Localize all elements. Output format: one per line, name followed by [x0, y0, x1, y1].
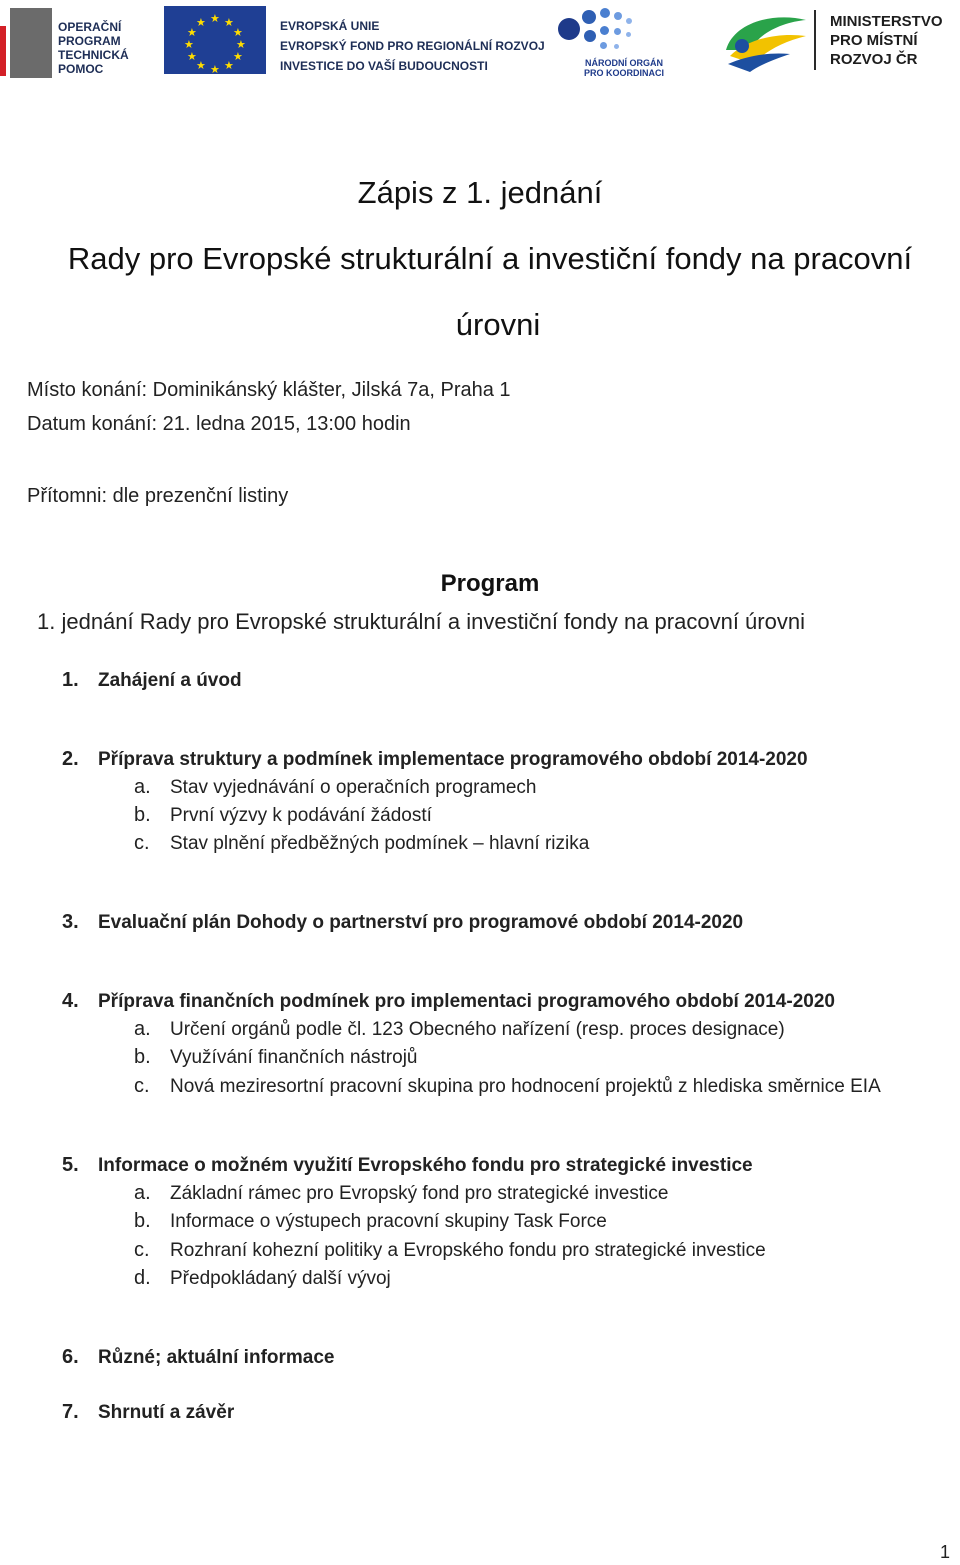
nok-logo-text: NÁRODNÍ ORGÁN PRO KOORDINACI — [584, 58, 665, 78]
agenda-subitem-text: Určení orgánů podle čl. 123 Obecného nařízení (resp. proces designace) — [170, 1019, 785, 1040]
agenda-item — [62, 909, 743, 936]
agenda-item-text: Shrnutí a závěr — [98, 1402, 235, 1423]
agenda-subitem — [134, 1237, 766, 1264]
agenda-subitem — [134, 1180, 668, 1207]
agenda-subitem-text: Informace o výstupech pracovní skupiny Task Force — [170, 1211, 607, 1232]
optp-gray-block — [10, 8, 52, 78]
agenda-item-number: 7. — [62, 1401, 79, 1423]
agenda-item-number: 1. — [62, 669, 79, 691]
agenda-subitem-text: Nová meziresortní pracovní skupina pro hodnocení projektů z hlediska směrnice EIA — [170, 1076, 881, 1097]
agenda-subitem — [134, 1044, 418, 1071]
logo-bar — [0, 0, 960, 80]
eu-flag-icon: ★ ★ ★ ★ ★ ★ ★ ★ ★ ★ ★ ★ — [164, 6, 266, 74]
agenda-subitem-text: Stav plnění předběžných podmínek – hlavní rizika — [170, 833, 590, 854]
agenda-subitem-text: Využívání finančních nástrojů — [170, 1047, 418, 1068]
agenda-item — [62, 1344, 335, 1371]
meeting-place-value: Dominikánský klášter, Jilská 7a, Praha 1 — [147, 379, 511, 401]
agenda-item-text: Evaluační plán Dohody o partnerství pro programové období 2014-2020 — [98, 912, 744, 933]
optp-red-stripe — [0, 26, 6, 76]
agenda-item-text: Různé; aktuální informace — [98, 1347, 335, 1368]
agenda-subitem-letter: c. — [134, 832, 150, 854]
agenda-item-text: Informace o možném využití Evropského fondu pro strategické investice — [98, 1155, 753, 1176]
agenda-item-number: 2. — [62, 748, 79, 770]
agenda-subitem-letter: c. — [134, 1239, 150, 1261]
agenda-subitem-text: První výzvy k podávání žádostí — [170, 805, 432, 826]
mmr-emblem-icon — [720, 6, 812, 76]
agenda-item — [62, 1399, 234, 1426]
agenda-item-text: Zahájení a úvod — [98, 670, 242, 691]
agenda-item — [62, 1152, 753, 1179]
agenda-subitem — [134, 802, 432, 829]
agenda-item-number: 3. — [62, 911, 79, 933]
optp-logo — [0, 4, 150, 76]
agenda-subitem-text: Rozhraní kohezní politiky a Evropského fondu pro strategické investice — [170, 1240, 766, 1261]
meeting-place-label: Místo konání: — [27, 379, 148, 401]
meeting-place — [27, 377, 511, 403]
eu-line-1: EVROPSKÁ UNIE — [280, 19, 380, 33]
page-number: 1 — [939, 1542, 950, 1562]
meeting-date — [27, 411, 411, 437]
optp-logo-text: OPERAČNÍ PROGRAM TECHNICKÁ POMOC — [58, 20, 129, 76]
agenda-subitem — [134, 774, 537, 801]
agenda-subitem-text: Předpokládaný další vývoj — [170, 1268, 391, 1289]
meeting-date-label: Datum konání: — [27, 413, 158, 435]
agenda-subitem — [134, 830, 589, 857]
agenda-subitem — [134, 1073, 881, 1100]
nok-logo — [552, 4, 672, 78]
agenda-subitem-letter: a. — [134, 776, 151, 798]
program-subtitle: 1. jednání Rady pro Evropské strukturální a investiční fondy na pracovní úrovni — [37, 609, 805, 634]
agenda-subitem — [134, 1016, 785, 1043]
agenda-item-number: 4. — [62, 990, 79, 1012]
agenda-subitem-text: Stav vyjednávání o operačních programech — [170, 777, 537, 798]
agenda-subitem — [134, 1208, 607, 1235]
eu-line-3: INVESTICE DO VAŠÍ BUDOUCNOSTI — [280, 59, 488, 73]
eu-logo-text — [280, 16, 545, 76]
agenda-subitem-letter: b. — [134, 1046, 151, 1068]
agenda-item — [62, 988, 835, 1015]
meeting-attendees — [27, 483, 288, 509]
mmr-logo-text: MINISTERSTVO PRO MÍSTNÍ ROZVOJ ČR — [830, 13, 943, 68]
document-title-line-3: úrovni — [455, 307, 541, 342]
agenda-subitem-text: Základní rámec pro Evropský fond pro strategické investice — [170, 1183, 669, 1204]
agenda-item-text: Příprava finančních podmínek pro implementaci programového období 2014-2020 — [98, 991, 835, 1012]
meeting-attendees-value: dle prezenční listiny — [107, 485, 289, 507]
document-title-line-1: Zápis z 1. jednání — [357, 175, 603, 210]
document-title-line-2: Rady pro Evropské strukturální a investiční fondy na pracovní — [67, 241, 913, 276]
meeting-attendees-label: Přítomni: — [27, 485, 108, 507]
agenda-item-text: Příprava struktury a podmínek implementace programového období 2014-2020 — [98, 749, 808, 770]
eu-line-2: EVROPSKÝ FOND PRO REGIONÁLNÍ ROZVOJ — [280, 39, 545, 53]
agenda-subitem-letter: b. — [134, 804, 151, 826]
agenda-item-number: 5. — [62, 1154, 79, 1176]
agenda-item-number: 6. — [62, 1346, 79, 1368]
mmr-divider — [814, 10, 816, 70]
program-heading: Program — [440, 570, 540, 597]
agenda-subitem — [134, 1265, 391, 1292]
meeting-date-value: 21. ledna 2015, 13:00 hodin — [157, 413, 411, 435]
agenda-subitem-letter: b. — [134, 1210, 151, 1232]
mmr-logo — [718, 4, 960, 78]
agenda-subitem-letter: c. — [134, 1075, 150, 1097]
agenda-item — [62, 746, 808, 773]
agenda-subitem-letter: d. — [134, 1267, 151, 1289]
agenda-subitem-letter: a. — [134, 1182, 151, 1204]
agenda-item — [62, 667, 242, 694]
agenda-subitem-letter: a. — [134, 1018, 151, 1040]
